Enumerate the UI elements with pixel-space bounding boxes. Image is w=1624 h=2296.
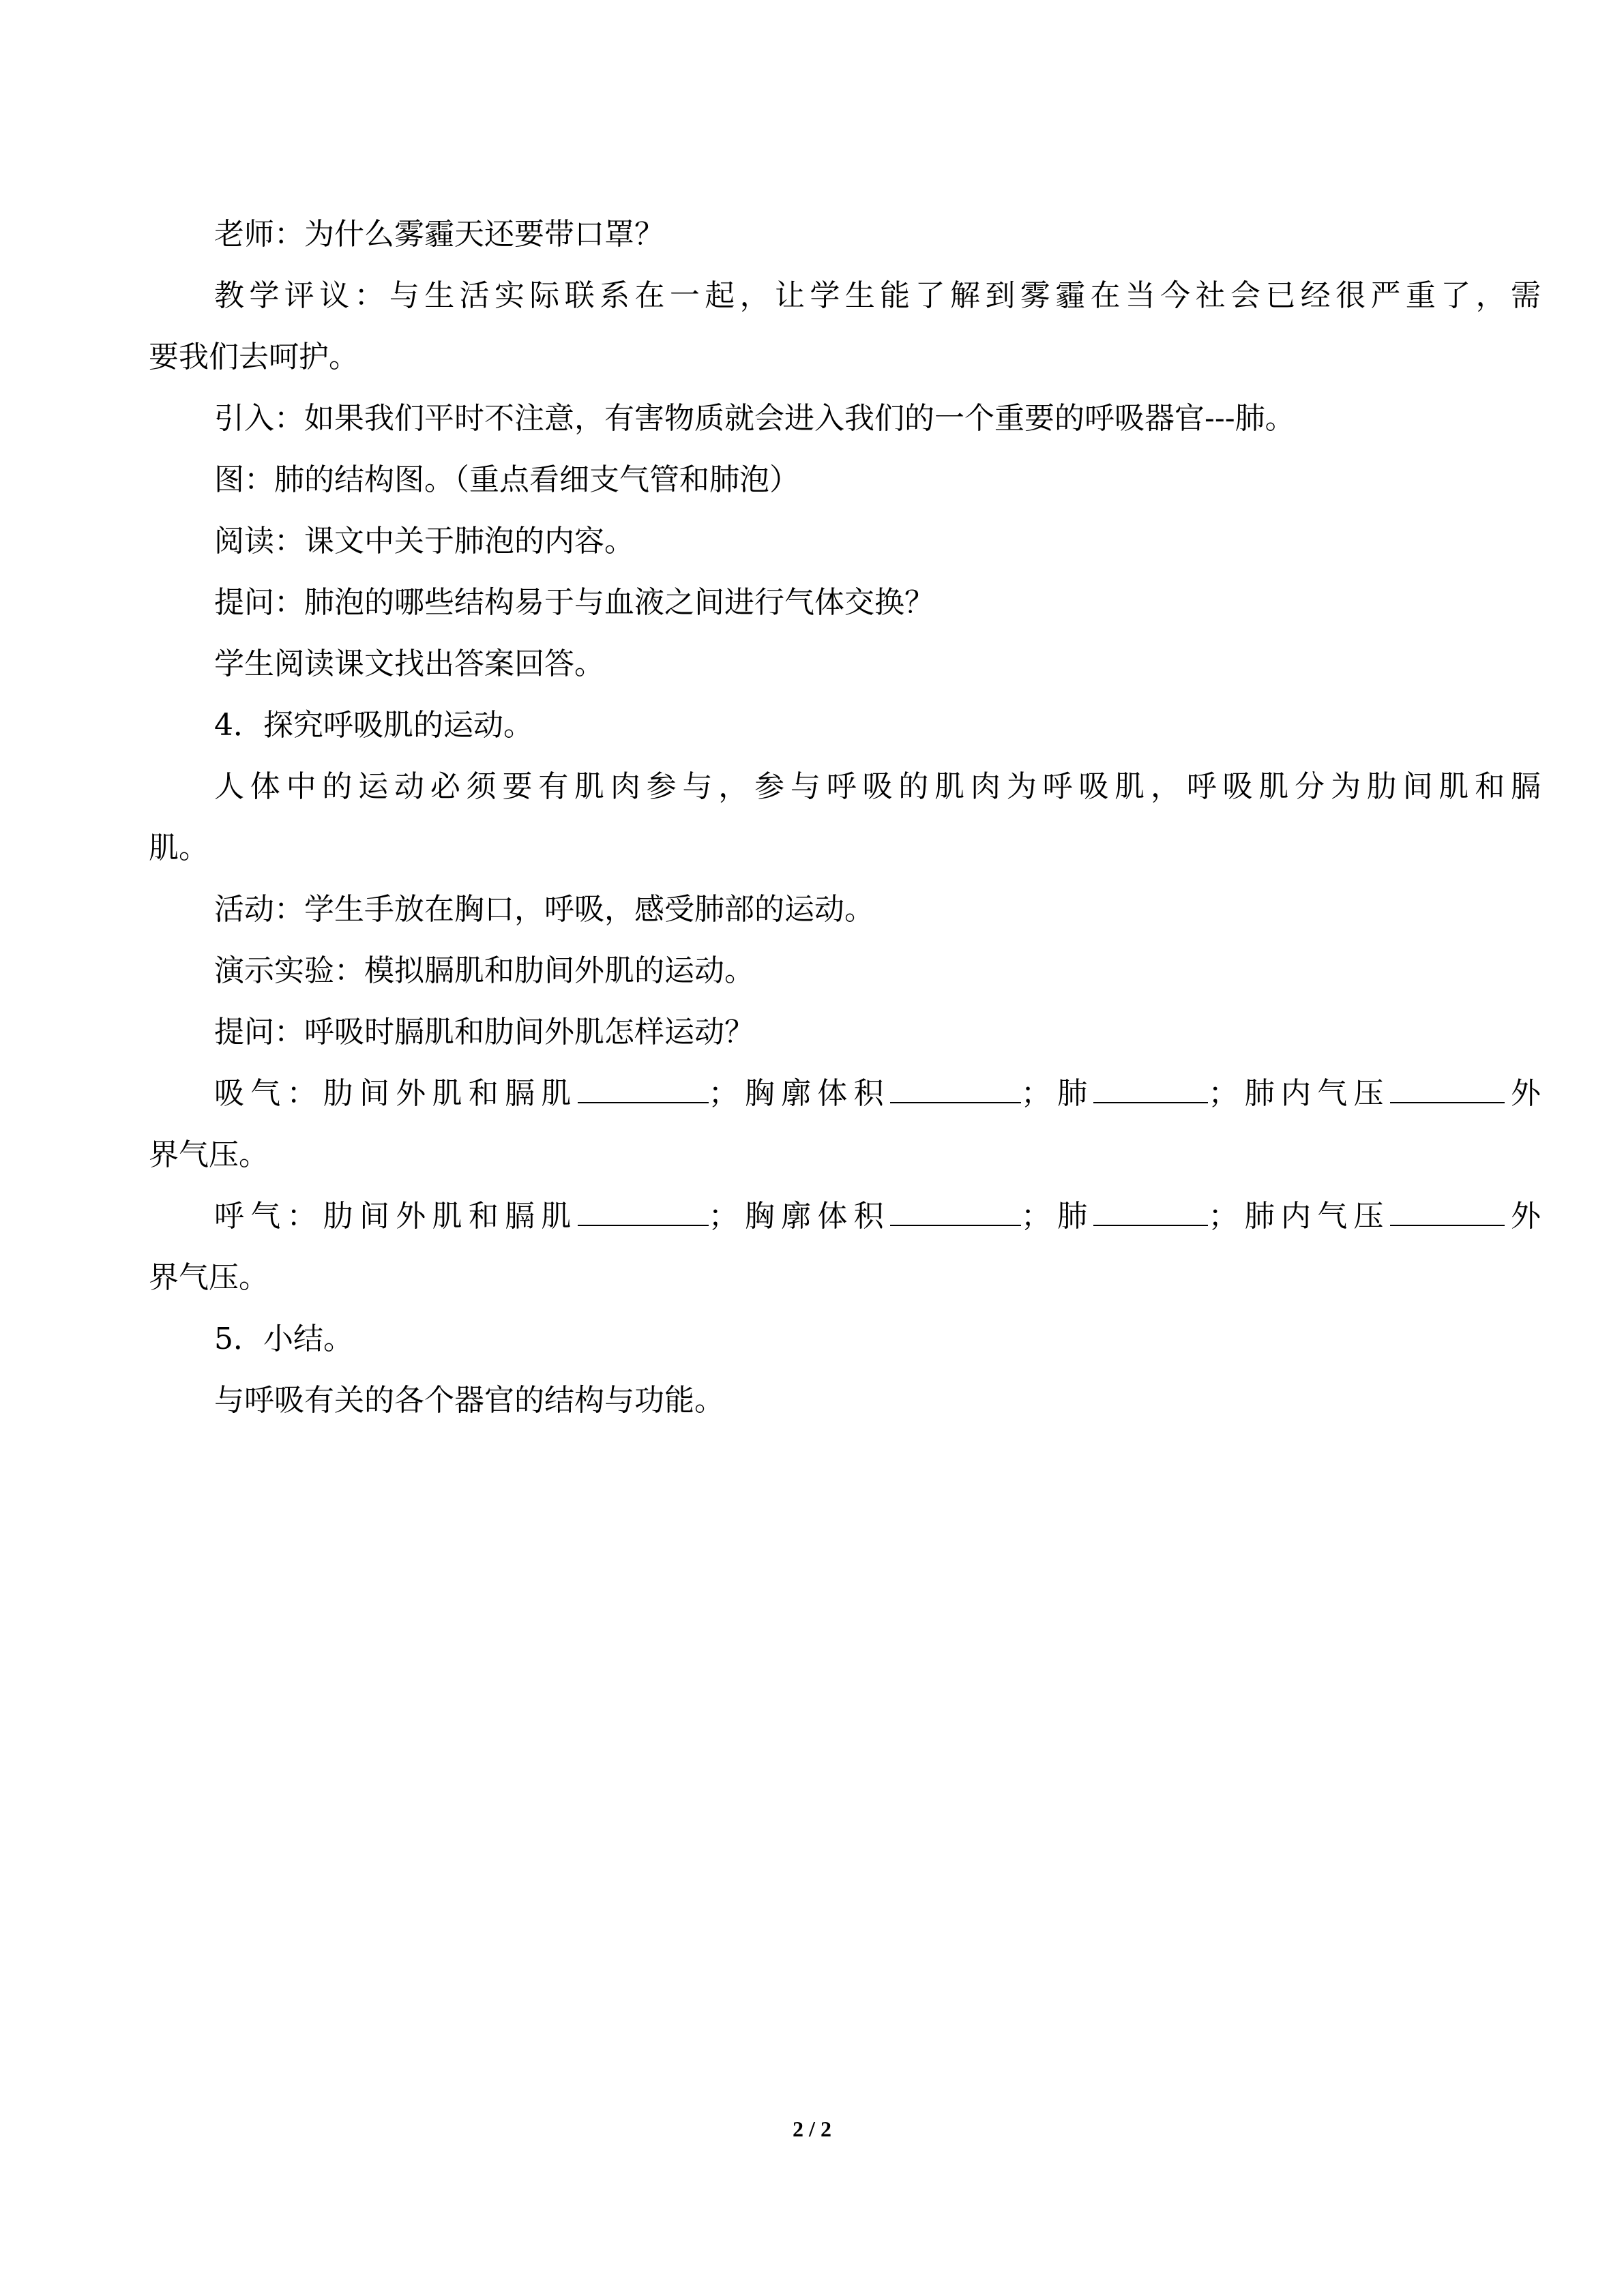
paragraph-student-answer: 学生阅读课文找出答案回答。 (214, 646, 604, 681)
paragraph-reading: 阅读：课文中关于肺泡的内容。 (214, 524, 634, 558)
exhale-text-3: ；肺 (1020, 1199, 1094, 1234)
exhale-text-4: ；肺内气压 (1208, 1199, 1390, 1234)
exhale-text-1: 呼气：肋间外肌和膈肌 (214, 1199, 578, 1234)
inhale-text-4: ；肺内气压 (1208, 1076, 1390, 1111)
paragraph-respiratory-muscles-continued: 肌。 (149, 831, 209, 865)
paragraph-respiratory-muscles: 人体中的运动必须要有肌肉参与，参与呼吸的肌肉为呼吸肌，呼吸肌分为肋间肌和膈 (214, 769, 1541, 804)
fill-in-exhale (149, 1196, 1541, 1237)
inhale-blank-thorax-volume[interactable] (890, 1075, 1021, 1103)
inhale-text-5: 外 (1504, 1076, 1541, 1111)
exhale-blank-lung[interactable] (1093, 1197, 1208, 1226)
inhale-blank-muscles[interactable] (578, 1075, 709, 1103)
paragraph-introduction: 引入：如果我们平时不注意，有害物质就会进入我们的一个重要的呼吸器官---肺。 (214, 401, 1295, 436)
paragraph-demonstration: 演示实验：模拟膈肌和肋间外肌的运动。 (214, 953, 754, 988)
exhale-blank-thorax-volume[interactable] (890, 1197, 1021, 1226)
exhale-blank-muscles[interactable] (578, 1197, 709, 1226)
paragraph-activity: 活动：学生手放在胸口，呼吸，感受肺部的运动。 (214, 892, 874, 927)
fill-in-inhale (149, 1073, 1541, 1114)
inhale-text-3: ；肺 (1020, 1076, 1094, 1111)
inhale-text-1: 吸气：肋间外肌和膈肌 (214, 1076, 578, 1111)
exhale-text-5: 外 (1504, 1199, 1541, 1234)
exhale-text-2: ；胸廓体积 (708, 1199, 890, 1234)
fill-in-exhale-continued: 界气压。 (149, 1260, 269, 1295)
paragraph-question-muscles: 提问：呼吸时膈肌和肋间外肌怎样运动？ (214, 1015, 754, 1049)
fill-in-inhale-continued: 界气压。 (149, 1137, 269, 1172)
paragraph-teaching-comment: 教学评议：与生活实际联系在一起，让学生能了解到雾霾在当今社会已经很严重了，需 (214, 278, 1541, 313)
page-number: 2 / 2 (793, 2117, 831, 2141)
paragraph-figure: 图：肺的结构图。（重点看细支气管和肺泡） (214, 462, 799, 497)
inhale-blank-lung[interactable] (1093, 1075, 1208, 1103)
section-heading-4: 4．探究呼吸肌的运动。 (214, 708, 533, 743)
inhale-text-2: ；胸廓体积 (708, 1076, 890, 1111)
paragraph-question-alveoli: 提问：肺泡的哪些结构易于与血液之间进行气体交换？ (214, 585, 934, 620)
section-heading-5: 5．小结。 (214, 1322, 353, 1356)
exhale-blank-pressure[interactable] (1390, 1197, 1505, 1226)
paragraph-summary: 与呼吸有关的各个器官的结构与功能。 (214, 1383, 724, 1418)
paragraph-teaching-comment-continued: 要我们去呵护。 (149, 340, 359, 374)
paragraph-teacher-question: 老师：为什么雾霾天还要带口罩？ (214, 217, 664, 252)
inhale-blank-pressure[interactable] (1390, 1075, 1505, 1103)
